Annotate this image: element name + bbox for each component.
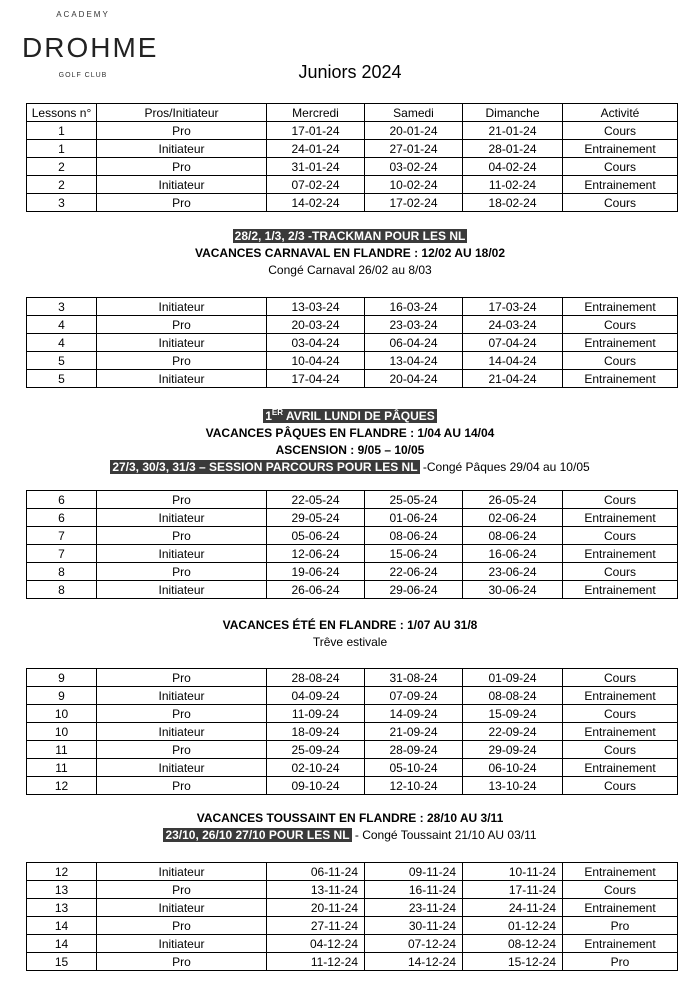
vacances-ete: VACANCES ÉTÉ EN FLANDRE : 1/07 AU 31/8 — [222, 618, 478, 632]
pros-cell: Pro — [97, 741, 267, 759]
activite-cell: Pro — [563, 917, 678, 935]
lesson-cell: 1 — [27, 122, 97, 140]
samedi-cell: 15-06-24 — [365, 545, 463, 563]
lesson-cell: 15 — [27, 953, 97, 971]
mercredi-cell: 28-08-24 — [267, 669, 365, 687]
activite-cell: Entrainement — [563, 687, 678, 705]
lesson-cell: 12 — [27, 777, 97, 795]
samedi-cell: 06-04-24 — [365, 334, 463, 352]
table-row — [27, 352, 678, 370]
pros-cell: Initiateur — [97, 370, 267, 388]
table-row — [27, 705, 678, 723]
mercredi-cell: 27-11-24 — [267, 917, 365, 935]
lesson-cell: 3 — [27, 194, 97, 212]
activite-cell: Entrainement — [563, 581, 678, 599]
pros-cell: Pro — [97, 917, 267, 935]
table-header-row — [27, 104, 678, 122]
activite-cell: Entrainement — [563, 298, 678, 316]
samedi-cell: 13-04-24 — [365, 352, 463, 370]
mercredi-cell: 05-06-24 — [267, 527, 365, 545]
schedule-table-2 — [26, 297, 678, 388]
samedi-cell: 25-05-24 — [365, 491, 463, 509]
lesson-cell: 6 — [27, 491, 97, 509]
samedi-cell: 28-09-24 — [365, 741, 463, 759]
conge-paques: -Congé Pâques 29/04 au 10/05 — [419, 460, 590, 474]
mercredi-cell: 11-09-24 — [267, 705, 365, 723]
samedi-cell: 12-10-24 — [365, 777, 463, 795]
samedi-cell: 09-11-24 — [365, 863, 463, 881]
dimanche-cell: 02-06-24 — [463, 509, 563, 527]
vacances-carnaval: VACANCES CARNAVAL EN FLANDRE : 12/02 AU 18/02 — [194, 246, 506, 260]
dimanche-cell: 23-06-24 — [463, 563, 563, 581]
header-pros: Pros/Initiateur — [97, 104, 267, 122]
dimanche-cell: 15-12-24 — [463, 953, 563, 971]
samedi-cell: 17-02-24 — [365, 194, 463, 212]
dimanche-cell: 04-02-24 — [463, 158, 563, 176]
conge-toussaint: - Congé Toussaint 21/10 AU 03/11 — [351, 828, 537, 842]
mercredi-cell: 02-10-24 — [267, 759, 365, 777]
mercredi-cell: 17-01-24 — [267, 122, 365, 140]
pros-cell: Pro — [97, 316, 267, 334]
section-ete — [0, 617, 700, 651]
lesson-cell: 9 — [27, 687, 97, 705]
section-carnaval — [0, 228, 700, 279]
samedi-cell: 07-09-24 — [365, 687, 463, 705]
lesson-cell: 1 — [27, 140, 97, 158]
activite-cell: Entrainement — [563, 863, 678, 881]
activite-cell: Entrainement — [563, 509, 678, 527]
samedi-cell: 30-11-24 — [365, 917, 463, 935]
mercredi-cell: 26-06-24 — [267, 581, 365, 599]
table-row — [27, 316, 678, 334]
table-row — [27, 863, 678, 881]
mercredi-cell: 20-03-24 — [267, 316, 365, 334]
header-lesson: Lessons n° — [27, 104, 97, 122]
activite-cell: Cours — [563, 122, 678, 140]
dimanche-cell: 08-06-24 — [463, 527, 563, 545]
pros-cell: Pro — [97, 953, 267, 971]
dimanche-cell: 24-11-24 — [463, 899, 563, 917]
logo-brand-text: DROHME — [22, 32, 159, 63]
activite-cell: Entrainement — [563, 176, 678, 194]
dimanche-cell: 14-04-24 — [463, 352, 563, 370]
activite-cell: Cours — [563, 563, 678, 581]
samedi-cell: 31-08-24 — [365, 669, 463, 687]
samedi-cell: 03-02-24 — [365, 158, 463, 176]
dimanche-cell: 15-09-24 — [463, 705, 563, 723]
samedi-cell: 16-11-24 — [365, 881, 463, 899]
header-samedi: Samedi — [365, 104, 463, 122]
dimanche-cell: 29-09-24 — [463, 741, 563, 759]
dimanche-cell: 01-12-24 — [463, 917, 563, 935]
pros-cell: Pro — [97, 563, 267, 581]
table-row — [27, 176, 678, 194]
lesson-cell: 12 — [27, 863, 97, 881]
table-row — [27, 194, 678, 212]
lesson-cell: 5 — [27, 352, 97, 370]
activite-cell: Entrainement — [563, 899, 678, 917]
pros-cell: Initiateur — [97, 935, 267, 953]
samedi-cell: 20-04-24 — [365, 370, 463, 388]
table-row — [27, 140, 678, 158]
samedi-cell: 14-12-24 — [365, 953, 463, 971]
dimanche-cell: 30-06-24 — [463, 581, 563, 599]
activite-cell: Cours — [563, 881, 678, 899]
mercredi-cell: 14-02-24 — [267, 194, 365, 212]
pros-cell: Initiateur — [97, 581, 267, 599]
pros-cell: Pro — [97, 122, 267, 140]
table-row — [27, 491, 678, 509]
table-row — [27, 741, 678, 759]
samedi-cell: 08-06-24 — [365, 527, 463, 545]
activite-cell: Entrainement — [563, 723, 678, 741]
table-row — [27, 298, 678, 316]
pros-cell: Pro — [97, 881, 267, 899]
pros-cell: Initiateur — [97, 298, 267, 316]
lesson-cell: 3 — [27, 298, 97, 316]
samedi-cell: 22-06-24 — [365, 563, 463, 581]
pros-cell: Pro — [97, 777, 267, 795]
lesson-cell: 10 — [27, 705, 97, 723]
table-row — [27, 545, 678, 563]
pros-cell: Pro — [97, 491, 267, 509]
table-row — [27, 935, 678, 953]
pros-cell: Initiateur — [97, 176, 267, 194]
nl-dates-note: 23/10, 26/10 27/10 POUR LES NL — [165, 828, 350, 842]
logo-bottom-text: GOLF CLUB — [58, 72, 108, 79]
dimanche-cell: 07-04-24 — [463, 334, 563, 352]
dimanche-cell: 24-03-24 — [463, 316, 563, 334]
samedi-cell: 23-03-24 — [365, 316, 463, 334]
lesson-cell: 11 — [27, 759, 97, 777]
vacances-toussaint: VACANCES TOUSSAINT EN FLANDRE : 28/10 AU 3/11 — [196, 811, 504, 825]
pros-cell: Pro — [97, 352, 267, 370]
table-row — [27, 687, 678, 705]
pros-cell: Initiateur — [97, 759, 267, 777]
mercredi-cell: 04-12-24 — [267, 935, 365, 953]
pros-cell: Initiateur — [97, 687, 267, 705]
table-row — [27, 581, 678, 599]
dimanche-cell: 10-11-24 — [463, 863, 563, 881]
section-toussaint — [0, 810, 700, 844]
lesson-cell: 5 — [27, 370, 97, 388]
activite-cell: Entrainement — [563, 334, 678, 352]
samedi-cell: 05-10-24 — [365, 759, 463, 777]
lesson-cell: 7 — [27, 527, 97, 545]
samedi-cell: 23-11-24 — [365, 899, 463, 917]
mercredi-cell: 17-04-24 — [267, 370, 365, 388]
activite-cell: Entrainement — [563, 545, 678, 563]
lesson-cell: 14 — [27, 935, 97, 953]
mercredi-cell: 24-01-24 — [267, 140, 365, 158]
mercredi-cell: 03-04-24 — [267, 334, 365, 352]
activite-cell: Entrainement — [563, 140, 678, 158]
activite-cell: Cours — [563, 777, 678, 795]
pros-cell: Initiateur — [97, 140, 267, 158]
schedule-table-4 — [26, 668, 678, 795]
ascension: ASCENSION : 9/05 – 10/05 — [275, 443, 425, 457]
mercredi-cell: 19-06-24 — [267, 563, 365, 581]
treve-estivale: Trêve estivale — [312, 635, 388, 649]
header-dimanche: Dimanche — [463, 104, 563, 122]
header-mercredi: Mercredi — [267, 104, 365, 122]
pros-cell: Initiateur — [97, 509, 267, 527]
table-row — [27, 563, 678, 581]
table-row — [27, 370, 678, 388]
samedi-cell: 14-09-24 — [365, 705, 463, 723]
samedi-cell: 27-01-24 — [365, 140, 463, 158]
mercredi-cell: 06-11-24 — [267, 863, 365, 881]
schedule-table-3 — [26, 490, 678, 599]
table-row — [27, 953, 678, 971]
lesson-cell: 6 — [27, 509, 97, 527]
dimanche-cell: 08-08-24 — [463, 687, 563, 705]
table-row — [27, 759, 678, 777]
pros-cell: Initiateur — [97, 863, 267, 881]
activite-cell: Cours — [563, 741, 678, 759]
table-row — [27, 669, 678, 687]
dimanche-cell: 17-03-24 — [463, 298, 563, 316]
lesson-cell: 4 — [27, 316, 97, 334]
dimanche-cell: 22-09-24 — [463, 723, 563, 741]
lesson-cell: 2 — [27, 158, 97, 176]
table-row — [27, 334, 678, 352]
mercredi-cell: 25-09-24 — [267, 741, 365, 759]
pros-cell: Initiateur — [97, 899, 267, 917]
conge-carnaval: Congé Carnaval 26/02 au 8/03 — [268, 263, 432, 277]
mercredi-cell: 09-10-24 — [267, 777, 365, 795]
mercredi-cell: 20-11-24 — [267, 899, 365, 917]
activite-cell: Entrainement — [563, 759, 678, 777]
table-row — [27, 881, 678, 899]
mercredi-cell: 22-05-24 — [267, 491, 365, 509]
lesson-cell: 8 — [27, 581, 97, 599]
schedule-table-5 — [26, 862, 678, 971]
lesson-cell: 2 — [27, 176, 97, 194]
pros-cell: Pro — [97, 194, 267, 212]
pros-cell: Pro — [97, 669, 267, 687]
activite-cell: Cours — [563, 491, 678, 509]
section-paques — [0, 404, 700, 476]
dimanche-cell: 01-09-24 — [463, 669, 563, 687]
table-row — [27, 122, 678, 140]
mercredi-cell: 10-04-24 — [267, 352, 365, 370]
pros-cell: Initiateur — [97, 334, 267, 352]
dimanche-cell: 13-10-24 — [463, 777, 563, 795]
lesson-cell: 10 — [27, 723, 97, 741]
activite-cell: Cours — [563, 158, 678, 176]
samedi-cell: 29-06-24 — [365, 581, 463, 599]
lesson-cell: 4 — [27, 334, 97, 352]
activite-cell: Entrainement — [563, 370, 678, 388]
logo-top-text: ACADEMY — [56, 10, 110, 19]
mercredi-cell: 07-02-24 — [267, 176, 365, 194]
lesson-cell: 13 — [27, 881, 97, 899]
table-row — [27, 777, 678, 795]
samedi-cell: 16-03-24 — [365, 298, 463, 316]
samedi-cell: 21-09-24 — [365, 723, 463, 741]
table-row — [27, 158, 678, 176]
samedi-cell: 10-02-24 — [365, 176, 463, 194]
samedi-cell: 20-01-24 — [365, 122, 463, 140]
dimanche-cell: 08-12-24 — [463, 935, 563, 953]
lundi-paques-note: 1ER AVRIL LUNDI DE PÂQUES — [265, 408, 435, 423]
dimanche-cell: 18-02-24 — [463, 194, 563, 212]
pros-cell: Initiateur — [97, 545, 267, 563]
lesson-cell: 11 — [27, 741, 97, 759]
pros-cell: Pro — [97, 705, 267, 723]
table-row — [27, 917, 678, 935]
table-row — [27, 509, 678, 527]
dimanche-cell: 11-02-24 — [463, 176, 563, 194]
mercredi-cell: 13-03-24 — [267, 298, 365, 316]
header-activite: Activité — [563, 104, 678, 122]
activite-cell: Cours — [563, 194, 678, 212]
activite-cell: Entrainement — [563, 935, 678, 953]
mercredi-cell: 18-09-24 — [267, 723, 365, 741]
pros-cell: Pro — [97, 527, 267, 545]
activite-cell: Cours — [563, 352, 678, 370]
dimanche-cell: 06-10-24 — [463, 759, 563, 777]
activite-cell: Cours — [563, 527, 678, 545]
pros-cell: Pro — [97, 158, 267, 176]
dimanche-cell: 28-01-24 — [463, 140, 563, 158]
lesson-cell: 9 — [27, 669, 97, 687]
mercredi-cell: 29-05-24 — [267, 509, 365, 527]
dimanche-cell: 21-01-24 — [463, 122, 563, 140]
schedule-table-1 — [26, 103, 678, 212]
mercredi-cell: 13-11-24 — [267, 881, 365, 899]
mercredi-cell: 04-09-24 — [267, 687, 365, 705]
session-parcours-note: 27/3, 30/3, 31/3 – SESSION PARCOURS POUR LES NL — [112, 460, 418, 474]
samedi-cell: 01-06-24 — [365, 509, 463, 527]
dimanche-cell: 26-05-24 — [463, 491, 563, 509]
mercredi-cell: 31-01-24 — [267, 158, 365, 176]
mercredi-cell: 11-12-24 — [267, 953, 365, 971]
dimanche-cell: 17-11-24 — [463, 881, 563, 899]
activite-cell: Pro — [563, 953, 678, 971]
lesson-cell: 8 — [27, 563, 97, 581]
pros-cell: Initiateur — [97, 723, 267, 741]
table-row — [27, 527, 678, 545]
activite-cell: Cours — [563, 669, 678, 687]
lesson-cell: 13 — [27, 899, 97, 917]
dimanche-cell: 16-06-24 — [463, 545, 563, 563]
page-title: Juniors 2024 — [298, 62, 402, 82]
lesson-cell: 14 — [27, 917, 97, 935]
activite-cell: Cours — [563, 705, 678, 723]
mercredi-cell: 12-06-24 — [267, 545, 365, 563]
activite-cell: Cours — [563, 316, 678, 334]
dimanche-cell: 21-04-24 — [463, 370, 563, 388]
table-row — [27, 899, 678, 917]
table-row — [27, 723, 678, 741]
samedi-cell: 07-12-24 — [365, 935, 463, 953]
lesson-cell: 7 — [27, 545, 97, 563]
vacances-paques: VACANCES PÂQUES EN FLANDRE : 1/04 AU 14/04 — [205, 426, 495, 440]
trackman-note: 28/2, 1/3, 2/3 -TRACKMAN POUR LES NL — [234, 229, 466, 243]
